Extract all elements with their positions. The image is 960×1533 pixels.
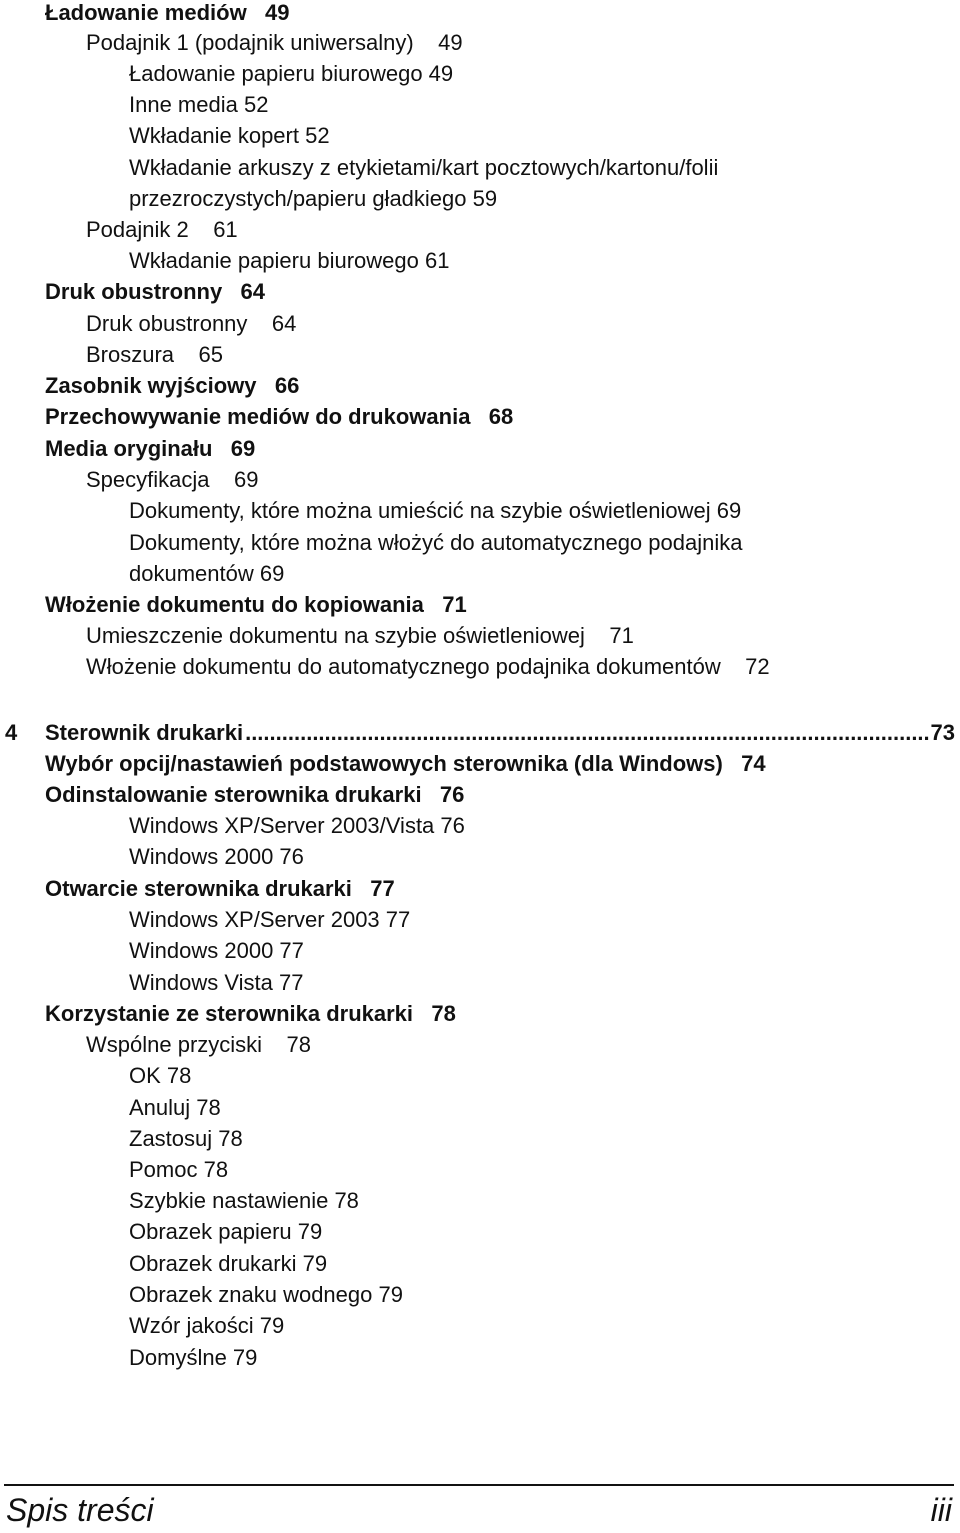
toc-entry-section[interactable]: Otwarcie sterownika drukarki 77	[45, 876, 395, 901]
chapter-number: 4	[5, 720, 18, 745]
toc-entry-item[interactable]: Windows Vista 77	[129, 970, 304, 995]
toc-entry-subsection[interactable]: Podajnik 1 (podajnik uniwersalny) 49	[86, 30, 463, 55]
toc-entry-item[interactable]: Obrazek papieru 79	[129, 1219, 323, 1244]
toc-entry-section[interactable]: Zasobnik wyjściowy 66	[45, 373, 300, 398]
toc-entry-item[interactable]: Obrazek drukarki 79	[129, 1251, 328, 1276]
toc-entry-subsection[interactable]: Wspólne przyciski 78	[86, 1032, 311, 1057]
toc-entry-subsection[interactable]: Broszura 65	[86, 342, 223, 367]
toc-entry-section[interactable]: Druk obustronny 64	[45, 279, 266, 304]
chapter-title: Sterownik drukarki	[45, 720, 244, 745]
toc-entry-item[interactable]: Windows 2000 77	[129, 938, 304, 963]
dot-leader	[245, 717, 928, 748]
toc-entry-item[interactable]: Dokumenty, które można włożyć do automatycznego podajnika	[129, 530, 743, 555]
footer-divider	[4, 1484, 954, 1486]
toc-entry-item[interactable]: OK 78	[129, 1063, 192, 1088]
toc-entry-item[interactable]: Zastosuj 78	[129, 1126, 243, 1151]
toc-entry-item[interactable]: Windows XP/Server 2003 77	[129, 907, 411, 932]
toc-entry-item[interactable]: Wzór jakości 79	[129, 1313, 285, 1338]
toc-entry-section[interactable]: Włożenie dokumentu do kopiowania 71	[45, 592, 467, 617]
toc-entry-subsection[interactable]: Specyfikacja 69	[86, 467, 259, 492]
toc-entry-item[interactable]: Windows XP/Server 2003/Vista 76	[129, 813, 465, 838]
toc-entry-item-continued[interactable]: dokumentów 69	[129, 561, 285, 586]
toc-entry-subsection[interactable]: Podajnik 2 61	[86, 217, 238, 242]
footer-page-number: iii	[930, 1492, 952, 1528]
toc-entry-item[interactable]: Wkładanie kopert 52	[129, 123, 330, 148]
toc-entry-section[interactable]: Media oryginału 69	[45, 436, 256, 461]
toc-entry-subsection[interactable]: Włożenie dokumentu do automatycznego podajnika dokumentów 72	[86, 654, 770, 679]
toc-chapter-entry[interactable]	[45, 717, 955, 748]
toc-entry-item[interactable]: Windows 2000 76	[129, 844, 304, 869]
toc-entry-item[interactable]: Obrazek znaku wodnego 79	[129, 1282, 403, 1307]
toc-entry-item[interactable]: Anuluj 78	[129, 1095, 221, 1120]
toc-entry-section[interactable]: Przechowywanie mediów do drukowania 68	[45, 404, 514, 429]
toc-entry-subsection[interactable]: Druk obustronny 64	[86, 311, 297, 336]
toc-entry-item[interactable]: Dokumenty, które można umieścić na szybie oświetleniowej 69	[129, 498, 742, 523]
toc-entry-item[interactable]: Pomoc 78	[129, 1157, 229, 1182]
toc-entry-section[interactable]: Odinstalowanie sterownika drukarki 76	[45, 782, 465, 807]
toc-entry-item[interactable]: Domyślne 79	[129, 1345, 258, 1370]
toc-entry-item[interactable]: Wkładanie papieru biurowego 61	[129, 248, 450, 273]
toc-entry-section[interactable]: Korzystanie ze sterownika drukarki 78	[45, 1001, 456, 1026]
toc-entry-subsection[interactable]: Umieszczenie dokumentu na szybie oświetleniowej 71	[86, 623, 634, 648]
toc-entry-item[interactable]: Inne media 52	[129, 92, 269, 117]
toc-entry-item[interactable]: Ładowanie papieru biurowego 49	[129, 61, 454, 86]
toc-entry-section[interactable]: Ładowanie mediów 49	[45, 0, 290, 25]
toc-entry-section[interactable]: Wybór opcij/nastawień podstawowych sterownika (dla Windows) 74	[45, 751, 766, 776]
toc-entry-item[interactable]: Szybkie nastawienie 78	[129, 1188, 359, 1213]
toc-entry-item-continued[interactable]: przezroczystych/papieru gładkiego 59	[129, 186, 498, 211]
footer-title: Spis treści	[6, 1492, 154, 1528]
toc-entry-item[interactable]: Wkładanie arkuszy z etykietami/kart pocztowych/kartonu/folii	[129, 155, 719, 180]
chapter-page: 73	[930, 720, 955, 745]
